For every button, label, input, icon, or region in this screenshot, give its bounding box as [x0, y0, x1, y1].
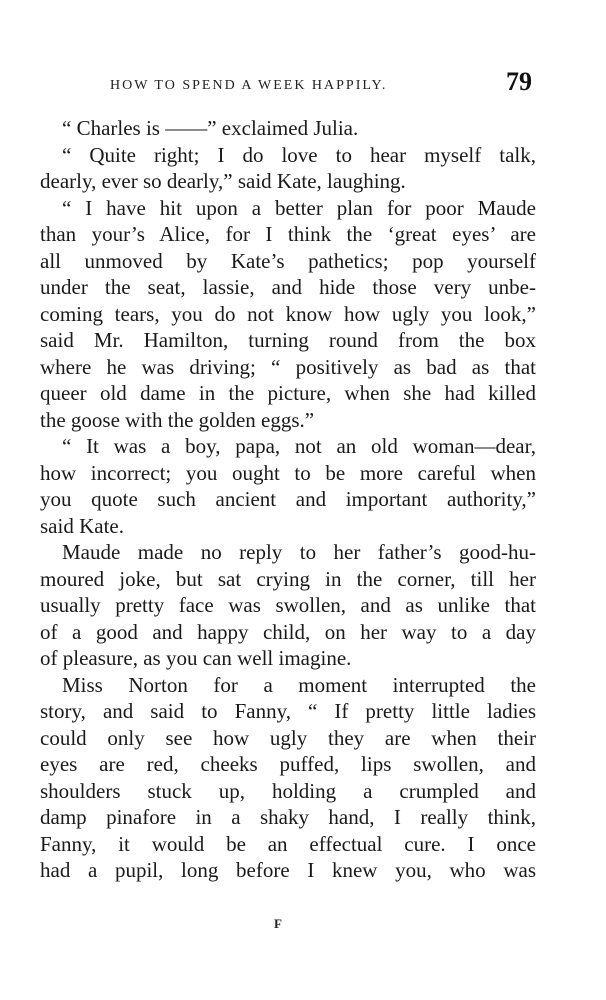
text-line: coming tears, you do not know how ugly you look,”	[40, 301, 536, 326]
text-line: moured joke, but sat crying in the corner, till her	[40, 566, 536, 591]
text-line: Fanny, it would be an effectual cure. I once	[40, 831, 536, 856]
text-line: you quote such ancient and important authority,”	[40, 487, 536, 511]
text-line: could only see how ugly they are when their	[40, 725, 536, 750]
text-line: “ Charles is ——” exclaimed Julia.	[62, 116, 359, 140]
running-title: HOW TO SPEND A WEEK HAPPILY.	[110, 78, 388, 93]
body-text	[40, 115, 536, 884]
text-line: how incorrect; you ought to be more careful when	[40, 460, 536, 485]
text-line: Miss Norton for a moment interrupted the	[62, 672, 536, 697]
page-number: 79	[506, 67, 532, 96]
text-line: the goose with the golden eggs.”	[40, 407, 315, 432]
text-line: “ Quite right; I do love to hear myself talk,	[62, 142, 536, 167]
text-line: of a good and happy child, on her way to a day	[40, 619, 536, 644]
text-line: than your’s Alice, for I think the ‘great eyes’ are	[40, 222, 536, 246]
text-line: queer old dame in the picture, when she had killed	[40, 381, 536, 405]
text-line: of pleasure, as you can well imagine.	[40, 646, 352, 670]
text-line: “ It was a boy, papa, not an old woman—dear,	[62, 434, 536, 458]
text-line: dearly, ever so dearly,” said Kate, laughing.	[40, 169, 406, 193]
text-line: eyes are red, cheeks puffed, lips swollen, and	[40, 752, 536, 776]
text-line: shoulders stuck up, holding a crumpled and	[40, 778, 536, 803]
text-line: “ I have hit upon a better plan for poor Maude	[62, 195, 536, 220]
text-line: where he was driving; “ positively as bad as that	[40, 354, 536, 379]
text-line: usually pretty face was swollen, and as unlike that	[40, 593, 536, 617]
text-line: Maude made no reply to her father’s good-hu-	[62, 540, 536, 564]
text-line: had a pupil, long before I knew you, who was	[40, 858, 536, 882]
text-line: said Kate.	[40, 513, 124, 538]
text-line: story, and said to Fanny, “ If pretty little ladies	[40, 699, 536, 723]
text-line: said Mr. Hamilton, turning round from the box	[40, 328, 536, 352]
text-line: under the seat, lassie, and hide those very unbe-	[40, 275, 536, 299]
signature-mark: F	[274, 916, 282, 931]
text-line: all unmoved by Kate’s pathetics; pop yourself	[40, 248, 536, 273]
text-line: damp pinafore in a shaky hand, I really think,	[40, 805, 536, 829]
